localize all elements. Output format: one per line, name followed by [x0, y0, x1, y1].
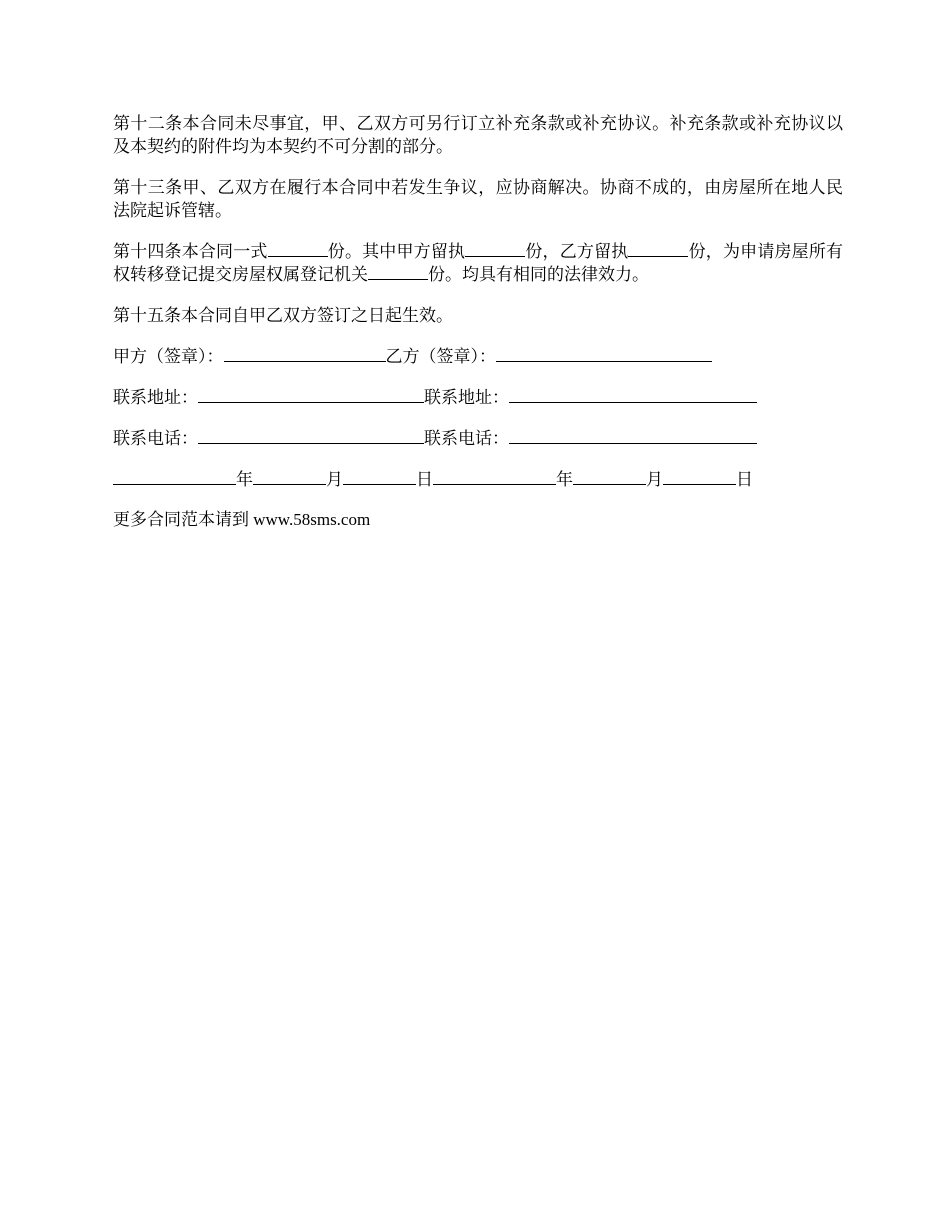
copies-total-blank[interactable]	[268, 240, 328, 257]
registry-copies-blank[interactable]	[368, 263, 428, 280]
clause-14-text-3: 份，乙方留执	[525, 242, 629, 261]
day-label-b: 日	[736, 470, 753, 489]
phone-row	[113, 427, 843, 450]
clause-12: 第十二条本合同未尽事宜，甲、乙双方可另行订立补充条款或补充协议。补充条款或补充协议以及本契约的附件均为本契约不可分割的部分。	[113, 114, 843, 156]
party-b-address-label: 联系地址：	[424, 388, 509, 407]
clause-14-text-1: 第十四条本合同一式	[113, 242, 268, 261]
party-a-year-blank[interactable]	[113, 468, 236, 485]
party-a-address-blank[interactable]	[198, 386, 424, 403]
date-row	[113, 468, 843, 491]
party-b-signature-blank[interactable]	[496, 345, 712, 362]
party-a-day-blank[interactable]	[343, 468, 416, 485]
clause-14	[113, 240, 843, 286]
footer-note: 更多合同范本请到 www.58sms.com	[113, 510, 371, 529]
party-a-month-blank[interactable]	[253, 468, 326, 485]
year-label-a: 年	[236, 470, 253, 489]
party-b-phone-label: 联系电话：	[424, 429, 509, 448]
party-a-phone-label: 联系电话：	[113, 429, 198, 448]
party-a-signature-blank[interactable]	[224, 345, 386, 362]
party-b-year-blank[interactable]	[433, 468, 556, 485]
signature-row	[113, 345, 843, 368]
party-b-address-blank[interactable]	[509, 386, 757, 403]
party-a-copies-blank[interactable]	[465, 240, 525, 257]
party-a-address-label: 联系地址：	[113, 388, 198, 407]
party-a-signature-label: 甲方（签章）：	[113, 347, 224, 366]
party-b-copies-blank[interactable]	[628, 240, 688, 257]
month-label-b: 月	[646, 470, 663, 489]
contract-page	[113, 112, 843, 549]
party-b-signature-label: 乙方（签章）：	[385, 347, 496, 366]
clause-15: 第十五条本合同自甲乙双方签订之日起生效。	[113, 306, 453, 325]
clause-14-text-4: 份，为申请房屋所有权转移登记提交房屋权属登记机关	[113, 242, 844, 284]
day-label-a: 日	[416, 470, 433, 489]
party-b-phone-blank[interactable]	[509, 427, 757, 444]
party-b-month-blank[interactable]	[573, 468, 646, 485]
clause-13: 第十三条甲、乙双方在履行本合同中若发生争议，应协商解决。协商不成的，由房屋所在地人民法院起诉管辖。	[113, 178, 843, 220]
clause-14-text-2: 份。其中甲方留执	[327, 242, 466, 261]
address-row	[113, 386, 843, 409]
party-b-day-blank[interactable]	[663, 468, 736, 485]
party-a-phone-blank[interactable]	[198, 427, 424, 444]
month-label-a: 月	[326, 470, 343, 489]
clause-14-text-5: 份。均具有相同的法律效力。	[428, 265, 649, 284]
year-label-b: 年	[556, 470, 573, 489]
